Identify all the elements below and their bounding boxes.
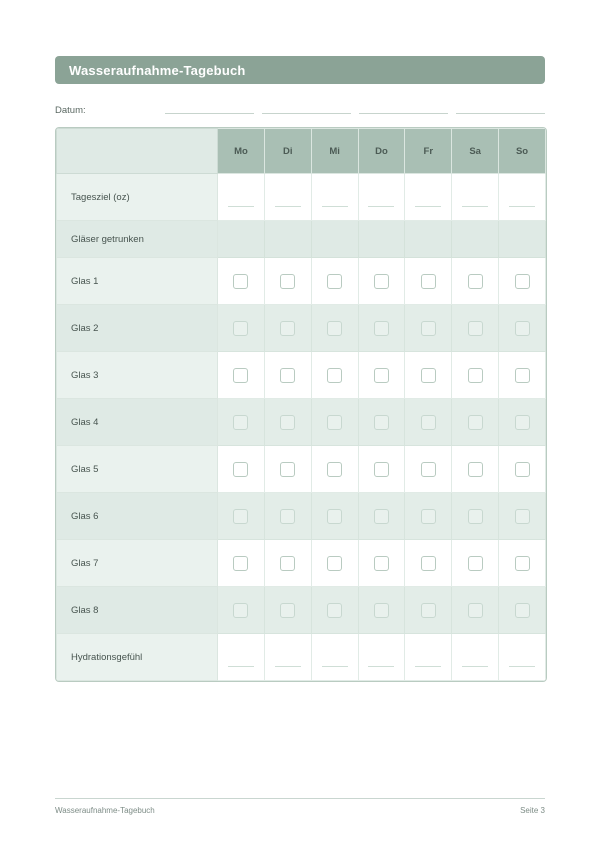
write-in-cell[interactable] [218,634,265,681]
date-line[interactable] [456,113,545,114]
date-write-lines[interactable] [165,113,545,116]
table-row [57,540,546,587]
column-header-mi: Mi [311,129,358,174]
section-spacer-cell [358,221,405,258]
section-spacer-cell [264,221,311,258]
table-row [57,258,546,305]
glass-checkbox-cell[interactable] [358,399,405,446]
column-header-do: Do [358,129,405,174]
checkbox[interactable] [233,415,248,430]
row-label: Glas 4 [57,399,218,446]
glass-checkbox-cell[interactable] [358,587,405,634]
glass-checkbox-cell[interactable] [405,540,452,587]
row-label: Tagesziel (oz) [57,174,218,221]
glass-checkbox-cell[interactable] [405,305,452,352]
table-row [57,587,546,634]
glass-checkbox-cell[interactable] [499,587,546,634]
checkbox[interactable] [515,509,530,524]
write-in-cell[interactable] [264,174,311,221]
write-line [368,206,394,207]
glass-checkbox-cell[interactable] [499,305,546,352]
row-label: Gläser getrunken [57,221,218,258]
checkbox[interactable] [280,556,295,571]
checkbox[interactable] [233,509,248,524]
checkbox[interactable] [233,274,248,289]
glass-checkbox-cell[interactable] [358,446,405,493]
checkbox[interactable] [280,415,295,430]
checkbox[interactable] [327,321,342,336]
checkbox[interactable] [515,462,530,477]
checkbox[interactable] [280,462,295,477]
column-header-sa: Sa [452,129,499,174]
table-row [57,221,546,258]
section-spacer-cell [452,221,499,258]
glass-checkbox-cell[interactable] [311,352,358,399]
glass-checkbox-cell[interactable] [452,305,499,352]
glass-checkbox-cell[interactable] [311,493,358,540]
checkbox[interactable] [468,274,483,289]
page-footer [55,806,545,815]
write-line [368,666,394,667]
checkbox[interactable] [327,556,342,571]
glass-checkbox-cell[interactable] [358,305,405,352]
write-in-cell[interactable] [264,634,311,681]
footer-page-number: Seite 3 [520,806,545,815]
checkbox[interactable] [327,415,342,430]
glass-checkbox-cell[interactable] [218,540,265,587]
row-label: Glas 1 [57,258,218,305]
checkbox[interactable] [233,321,248,336]
write-in-cell[interactable] [452,634,499,681]
checkbox[interactable] [515,368,530,383]
glass-checkbox-cell[interactable] [405,258,452,305]
checkbox[interactable] [233,556,248,571]
write-line [415,666,441,667]
glass-checkbox-cell[interactable] [452,493,499,540]
glass-checkbox-cell[interactable] [452,446,499,493]
section-spacer-cell [311,221,358,258]
write-in-cell[interactable] [358,634,405,681]
checkbox[interactable] [280,368,295,383]
checkbox[interactable] [374,415,389,430]
checkbox[interactable] [468,321,483,336]
checkbox[interactable] [515,321,530,336]
column-header-so: So [499,129,546,174]
glass-checkbox-cell[interactable] [358,258,405,305]
date-line[interactable] [359,113,448,114]
write-line [509,666,535,667]
table-header-row [57,129,546,174]
checkbox[interactable] [468,462,483,477]
water-intake-table [55,127,547,682]
glass-checkbox-cell[interactable] [311,305,358,352]
checkbox[interactable] [421,509,436,524]
glass-checkbox-cell[interactable] [452,258,499,305]
checkbox[interactable] [515,415,530,430]
checkbox[interactable] [233,603,248,618]
section-spacer-cell [405,221,452,258]
date-line[interactable] [165,113,254,114]
table-header [57,129,546,174]
glass-checkbox-cell[interactable] [405,352,452,399]
checkbox[interactable] [233,368,248,383]
glass-checkbox-cell[interactable] [264,493,311,540]
glass-checkbox-cell[interactable] [358,352,405,399]
write-line [322,666,348,667]
glass-checkbox-cell[interactable] [311,258,358,305]
section-spacer-cell [218,221,265,258]
table-body [57,174,546,681]
table-row [57,305,546,352]
glass-checkbox-cell[interactable] [499,540,546,587]
write-in-cell[interactable] [311,634,358,681]
table-row [57,446,546,493]
checkbox[interactable] [515,274,530,289]
glass-checkbox-cell[interactable] [218,587,265,634]
header-corner-cell [57,129,218,174]
checkbox[interactable] [421,462,436,477]
glass-checkbox-cell[interactable] [264,352,311,399]
checkbox[interactable] [327,509,342,524]
table-row [57,493,546,540]
checkbox[interactable] [280,509,295,524]
checkbox[interactable] [421,603,436,618]
glass-checkbox-cell[interactable] [264,540,311,587]
glass-checkbox-cell[interactable] [499,446,546,493]
write-line [228,206,254,207]
checkbox[interactable] [421,274,436,289]
row-label: Glas 3 [57,352,218,399]
write-in-cell[interactable] [405,174,452,221]
glass-checkbox-cell[interactable] [452,587,499,634]
column-header-mo: Mo [218,129,265,174]
checkbox[interactable] [374,368,389,383]
glass-checkbox-cell[interactable] [264,258,311,305]
section-spacer-cell [499,221,546,258]
glass-checkbox-cell[interactable] [405,493,452,540]
row-label: Glas 8 [57,587,218,634]
glass-checkbox-cell[interactable] [218,493,265,540]
footer-divider [55,798,545,799]
glass-checkbox-cell[interactable] [218,305,265,352]
write-in-cell[interactable] [405,634,452,681]
date-field-row [55,100,545,116]
glass-checkbox-cell[interactable] [311,540,358,587]
write-in-cell[interactable] [218,174,265,221]
table-row [57,352,546,399]
write-line [322,206,348,207]
page-title: Wasseraufnahme-Tagebuch [69,62,246,78]
write-line [275,666,301,667]
checkbox[interactable] [327,368,342,383]
checkbox[interactable] [280,603,295,618]
write-line [228,666,254,667]
write-in-cell[interactable] [311,174,358,221]
glass-checkbox-cell[interactable] [311,587,358,634]
write-line [275,206,301,207]
glass-checkbox-cell[interactable] [452,399,499,446]
footer-left-text: Wasseraufnahme-Tagebuch [55,806,155,815]
glass-checkbox-cell[interactable] [405,446,452,493]
glass-checkbox-cell[interactable] [311,399,358,446]
write-line [509,206,535,207]
row-label: Glas 2 [57,305,218,352]
checkbox[interactable] [374,274,389,289]
glass-checkbox-cell[interactable] [499,352,546,399]
checkbox[interactable] [468,368,483,383]
checkbox[interactable] [374,556,389,571]
checkbox[interactable] [374,462,389,477]
table-row [57,399,546,446]
glass-checkbox-cell[interactable] [218,399,265,446]
checkbox[interactable] [421,415,436,430]
checkbox[interactable] [327,603,342,618]
write-in-cell[interactable] [499,174,546,221]
checkbox[interactable] [468,556,483,571]
glass-checkbox-cell[interactable] [499,399,546,446]
glass-checkbox-cell[interactable] [311,446,358,493]
write-line [415,206,441,207]
glass-checkbox-cell[interactable] [264,587,311,634]
checkbox[interactable] [280,274,295,289]
column-header-fr: Fr [405,129,452,174]
write-in-cell[interactable] [499,634,546,681]
glass-checkbox-cell[interactable] [499,258,546,305]
checkbox[interactable] [421,368,436,383]
write-in-cell[interactable] [358,174,405,221]
checkbox[interactable] [421,321,436,336]
glass-checkbox-cell[interactable] [405,399,452,446]
checkbox[interactable] [468,509,483,524]
write-in-cell[interactable] [452,174,499,221]
checkbox[interactable] [421,556,436,571]
write-line [462,666,488,667]
glass-checkbox-cell[interactable] [405,587,452,634]
row-label: Glas 6 [57,493,218,540]
row-label: Glas 7 [57,540,218,587]
glass-checkbox-cell[interactable] [358,493,405,540]
date-line[interactable] [262,113,351,114]
checkbox[interactable] [468,415,483,430]
write-line [462,206,488,207]
checkbox[interactable] [515,556,530,571]
document-title-bar [55,56,545,84]
glass-checkbox-cell[interactable] [452,540,499,587]
checkbox[interactable] [280,321,295,336]
row-label: Glas 5 [57,446,218,493]
glass-checkbox-cell[interactable] [264,399,311,446]
checkbox[interactable] [327,462,342,477]
checkbox[interactable] [515,603,530,618]
table-row [57,174,546,221]
date-label: Datum: [55,105,86,116]
checkbox[interactable] [374,603,389,618]
checkbox[interactable] [233,462,248,477]
checkbox[interactable] [468,603,483,618]
glass-checkbox-cell[interactable] [264,305,311,352]
glass-checkbox-cell[interactable] [358,540,405,587]
table-row [57,634,546,681]
checkbox[interactable] [327,274,342,289]
glass-checkbox-cell[interactable] [264,446,311,493]
glass-checkbox-cell[interactable] [218,258,265,305]
checkbox[interactable] [374,321,389,336]
glass-checkbox-cell[interactable] [499,493,546,540]
glass-checkbox-cell[interactable] [218,352,265,399]
row-label: Hydrationsgefühl [57,634,218,681]
glass-checkbox-cell[interactable] [218,446,265,493]
column-header-di: Di [264,129,311,174]
checkbox[interactable] [374,509,389,524]
glass-checkbox-cell[interactable] [452,352,499,399]
